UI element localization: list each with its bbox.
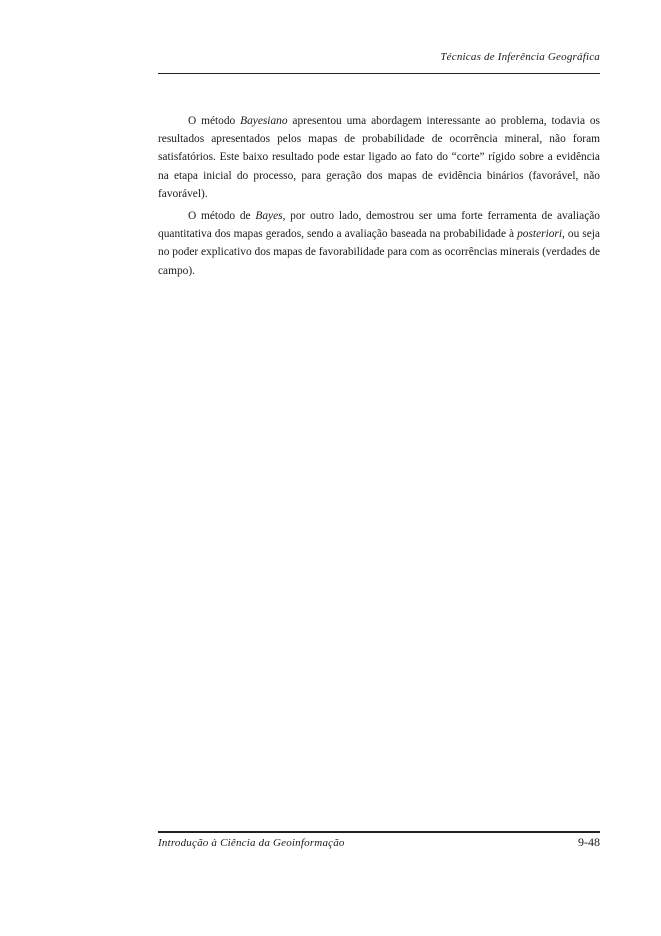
paragraph-2-text-a: O método de [188, 210, 256, 223]
page-number: 9-48 [578, 835, 600, 849]
paragraph-1-text-a: O método [188, 115, 241, 127]
paragraph-2-text-e: , ou seja no poder explicativo dos mapas de favorabilidade para com as ocorrências minerais (verdades de campo). [158, 228, 600, 277]
page-header [158, 51, 600, 74]
footer-book-title: Introdução à Ciência da Geoinformação [158, 837, 345, 849]
paragraph-bayesian-method [158, 112, 600, 203]
paragraph-2-text-c: , por outro lado, demostrou ser uma forte ferramenta de avaliação quantitativa dos mapas gerados, sendo a avaliação baseada na probabilidade à [158, 210, 600, 241]
running-header-title: Técnicas de Inferência Geográfica [440, 51, 600, 63]
paragraph-1-emphasis: Bayesiano [240, 115, 288, 127]
page-footer [158, 831, 600, 853]
paragraph-2-emphasis-bayes: Bayes [255, 210, 283, 223]
body-text [158, 112, 600, 284]
paragraph-1-text-c: apresentou uma abordagem interessante ao problema, todavia os resultados apresentados pelos mapas de probabilidade de ocorrência mineral, não foram satisfatórios. Este baixo resultado pode estar ligado ao fato do “corte” rígido sobre a evidência na etapa inicial do processo, para geração dos mapas de evidência binários (favorável, não favorável). [158, 115, 600, 200]
paragraph-bayes-method [158, 207, 600, 280]
paragraph-2-emphasis-posteriori: posteriori [517, 228, 563, 241]
